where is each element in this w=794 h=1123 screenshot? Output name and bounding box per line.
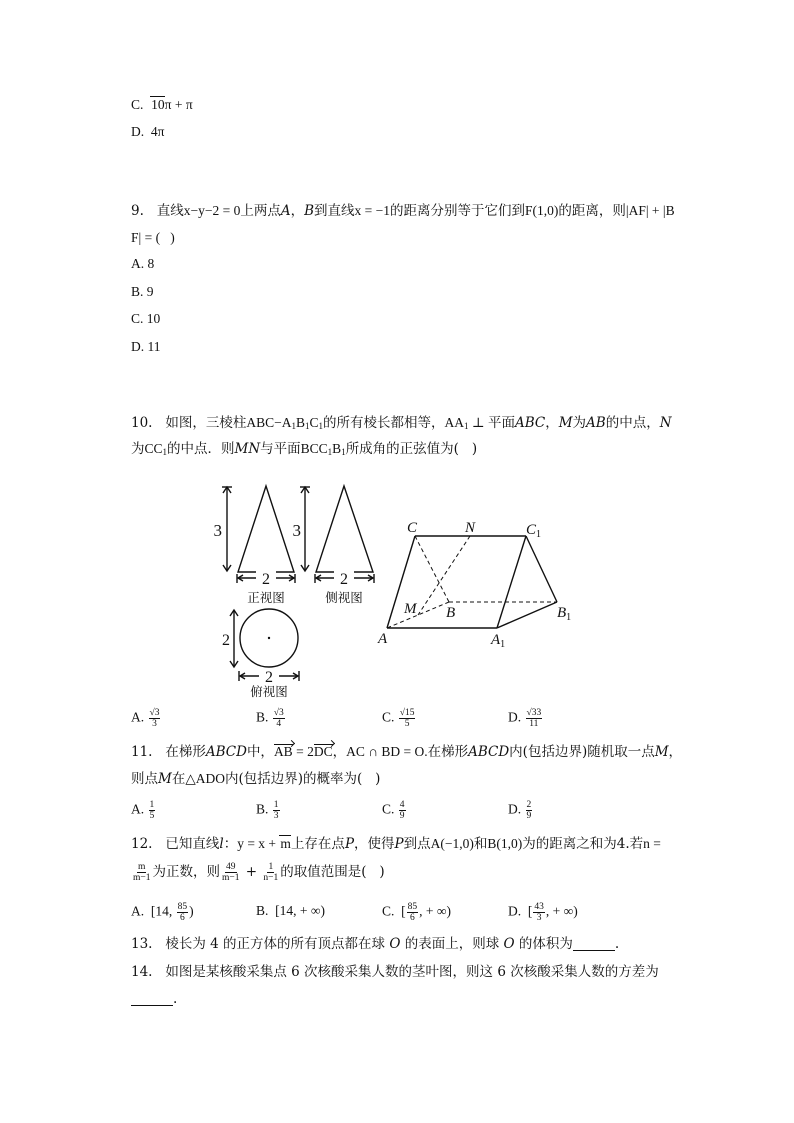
q10-figure	[205, 478, 585, 703]
q14-stem-line1: 14. 如图是某核酸采集点 6 次核酸采集人数的茎叶图，则这 6 次核酸采集人数的方差为	[131, 964, 659, 980]
label-A: A	[378, 631, 388, 647]
q12-option-c: C. [ $\frac{85}{6}$ , + ∞)	[382, 902, 451, 923]
front-view-dim-3: 3	[213, 521, 222, 540]
q9-option-a: A. 8	[131, 256, 155, 271]
q10-option-a: A. $\frac{√3}{3}$	[131, 708, 160, 729]
front-view-label: 正视图	[247, 591, 285, 605]
q9-stem-line2: F| = ( )	[131, 230, 175, 245]
q11-option-c: C. $\frac{4}{9}$	[382, 800, 405, 821]
q12-stem-line2: $\frac{m}{m-1}$ 为正数，则 $\frac{49}{m-1}$ + $\frac{1}{n-1}$ 的取值范围是( )	[133, 862, 385, 883]
label-B1: $B_1$	[557, 605, 572, 623]
label-C: C	[407, 520, 418, 536]
label-M: M	[404, 601, 417, 617]
front-view	[222, 486, 295, 583]
side-view	[300, 486, 374, 583]
q10-stem-line1: 10. 如图，三棱柱$ABC-A_1B_1C_1$的所有棱长都相等，$AA_1$ ⊥ 平面ABC，M为AB的中点，N	[131, 415, 672, 431]
label-C1: $C_1$	[526, 522, 542, 540]
label-A1: $A_1$	[491, 632, 506, 650]
q9-option-c: C. 10	[131, 311, 161, 326]
q12-stem-line1: 12. 已知直线l：y = x + m上存在点P，使得P到点A(−1,0)和B(1,0)为的距离之和为4.若n =	[131, 836, 661, 852]
side-view-dim-2: 2	[340, 571, 348, 588]
q11-stem-line1: 11. 在梯形ABCD中，AB = 2DC，AC ∩ BD = O.在梯形ABCD内(包括边界)随机取一点M，	[131, 744, 683, 760]
side-view-label: 侧视图	[325, 591, 363, 605]
q10-option-d: D. $\frac{√33}{11}$	[508, 708, 542, 729]
q9-option-b: B. 9	[131, 284, 154, 299]
front-view-dim-2: 2	[262, 571, 270, 588]
q12-option-d: D. [ $\frac{43}{3}$ , + ∞)	[508, 902, 578, 923]
q10-stem-line2: 为$CC_1$的中点．则MN与平面$BCC_1B_1$所成角的正弦值为( )	[131, 441, 478, 457]
label-N: N	[465, 520, 476, 536]
top-view-dim-2: 2	[265, 669, 273, 686]
q10-option-c: C. $\frac{√15}{5}$	[382, 708, 415, 729]
q12-option-a: A. [14, $\frac{85}{6}$ )	[131, 902, 194, 923]
q9-option-d: D. 11	[131, 339, 161, 354]
label-B: B	[446, 605, 456, 621]
q10-option-b: B. $\frac{√3}{4}$	[256, 708, 284, 729]
q11-stem-line2: 则点M在△ADO内(包括边界)的概率为( )	[131, 771, 381, 787]
side-view-dim-3: 3	[292, 521, 301, 540]
q12-option-b: B. [14, + ∞)	[256, 903, 325, 918]
q11-option-b: B. $\frac{1}{3}$	[256, 800, 279, 821]
top-view-dim-2-vertical: 2	[222, 632, 230, 649]
q9-stem-line1: 9. 直线x−y−2 = 0上两点A，B到直线x = −1的距离分别等于它们到F(1,0)的距离，则|AF| + |B	[131, 203, 675, 219]
q11-option-d: D. $\frac{2}{9}$	[508, 800, 532, 821]
top-view-label: 俯视图	[250, 685, 288, 699]
q8-option-c: C. 10π + π	[131, 97, 193, 112]
q13-stem: 13. 棱长为 4 的正方体的所有顶点都在球 O 的表面上，则球 O 的体积为 .	[131, 936, 620, 952]
q14-stem-line2: .	[131, 990, 177, 1008]
q11-option-a: A. $\frac{1}{5}$	[131, 800, 155, 821]
q8-option-d: D. 4π	[131, 124, 165, 139]
